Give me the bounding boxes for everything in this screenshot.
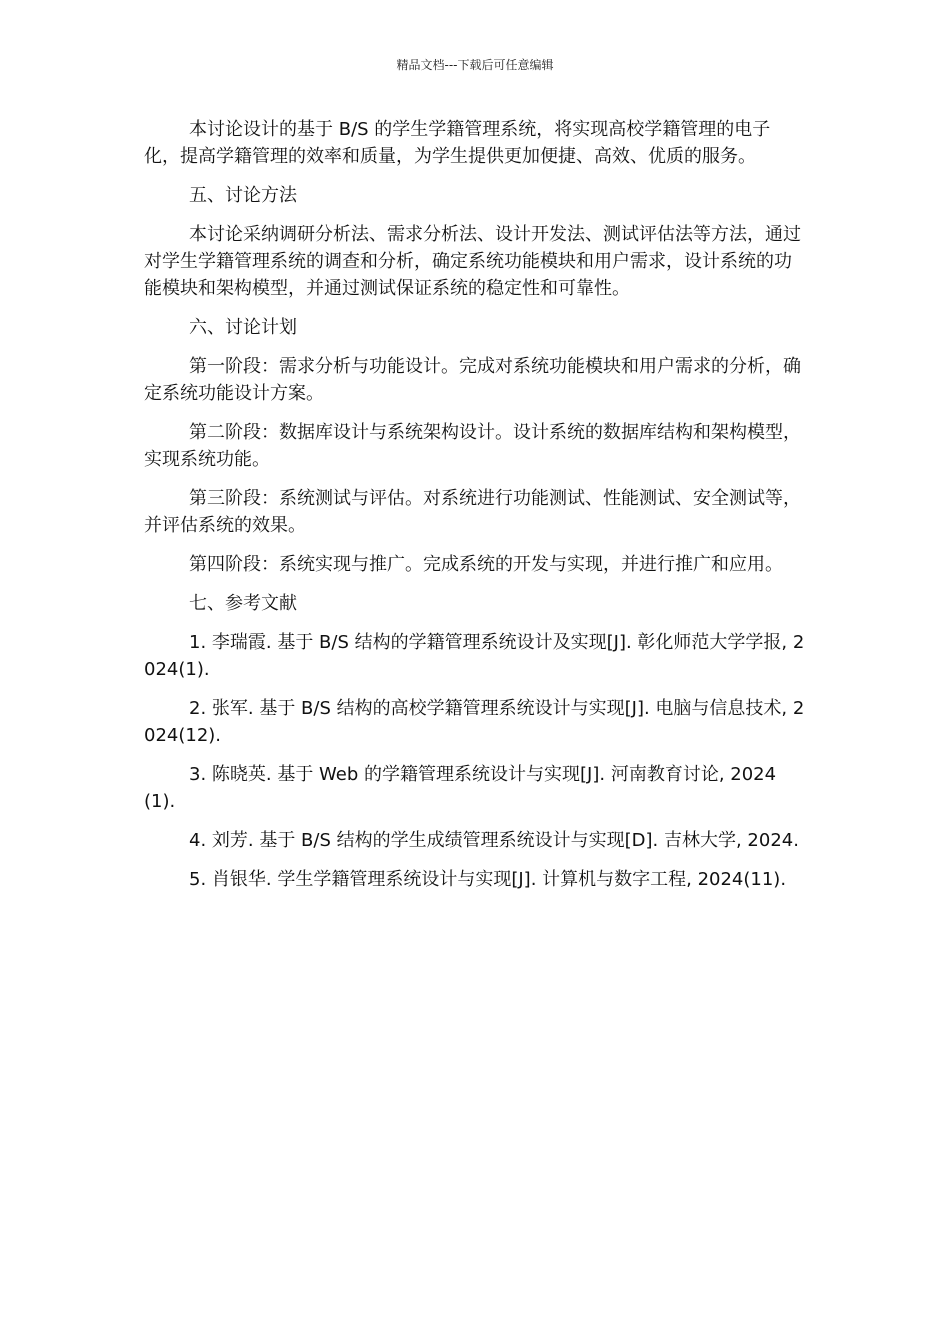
phase-paragraph-4: 第四阶段：系统实现与推广。完成系统的开发与实现，并进行推广和应用。 [189,554,783,575]
reference-item-2: 2. 张军. 基于 B/S 结构的高校学籍管理系统设计与实现[J]. 电脑与信息技术, 2024(12). [144,698,805,746]
phase-paragraph-1: 第一阶段：需求分析与功能设计。完成对系统功能模块和用户需求的分析，确定系统功能设计方案。 [144,356,801,404]
section-heading-plan: 六、讨论计划 [189,317,297,338]
reference-item-5: 5. 肖银华. 学生学籍管理系统设计与实现[J]. 计算机与数字工程, 2024(11). [189,869,787,890]
section-heading-references: 七、参考文献 [189,593,297,614]
reference-item-3: 3. 陈晓英. 基于 Web 的学籍管理系统设计与实现[J]. 河南教育讨论, 2024(1). [144,764,777,812]
intro-paragraph: 本讨论设计的基于 B/S 的学生学籍管理系统，将实现高校学籍管理的电子化，提高学籍管理的效率和质量，为学生提供更加便捷、高效、优质的服务。 [144,119,771,167]
reference-item-1: 1. 李瑞霞. 基于 B/S 结构的学籍管理系统设计及实现[J]. 彰化师范大学学报, 2024(1). [144,632,805,680]
methods-paragraph: 本讨论采纳调研分析法、需求分析法、设计开发法、测试评估法等方法，通过对学生学籍管理系统的调查和分析，确定系统功能模块和用户需求，设计系统的功能模块和架构模型，并通过测试保证系统的稳定性和可靠性。 [144,224,801,299]
phase-paragraph-3: 第三阶段：系统测试与评估。对系统进行功能测试、性能测试、安全测试等，并评估系统的效果。 [144,488,801,536]
document-body [144,116,806,905]
phase-paragraph-2: 第二阶段：数据库设计与系统架构设计。设计系统的数据库结构和架构模型，实现系统功能。 [144,422,801,470]
reference-item-4: 4. 刘芳. 基于 B/S 结构的学生成绩管理系统设计与实现[D]. 吉林大学, 2024. [189,830,799,851]
section-heading-methods: 五、讨论方法 [189,185,297,206]
page-header-watermark: 精品文档---下载后可任意编辑 [396,58,554,72]
